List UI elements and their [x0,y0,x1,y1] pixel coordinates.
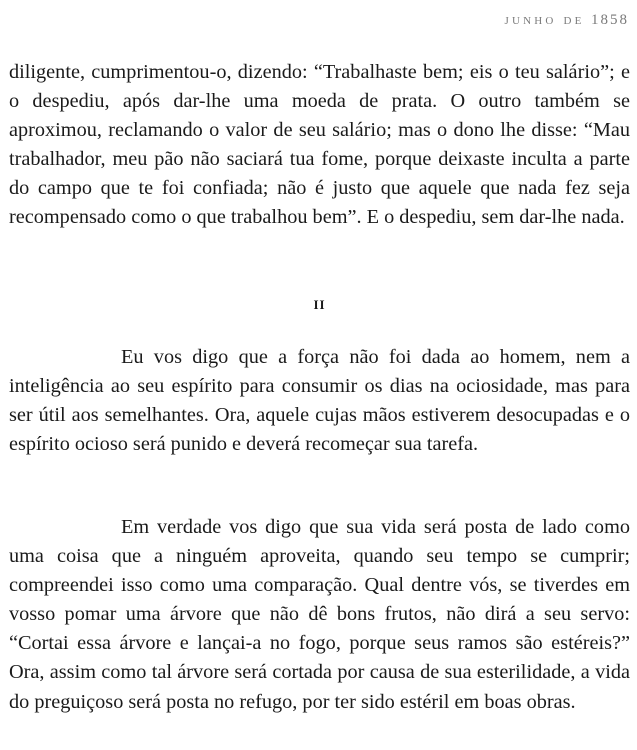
section-heading: II [313,297,326,312]
running-head [504,12,629,29]
running-head-year: 1858 [591,12,629,28]
section-heading-wrap [9,290,630,319]
second-paragraph: Eu vos digo que a força não foi dada ao homem, nem a inteligência ao seu espírito para consumir os dias na ociosidade, mas para ser útil aos semelhantes. Ora, aquele cujas mãos estiverem desocupadas e o espírito ocioso será punido e deverá recomeçar sua tarefa. [9,346,630,456]
page-body [9,58,630,713]
running-head-month: junho de [504,12,585,28]
third-paragraph: Em verdade vos digo que sua vida será posta de lado como uma coisa que a ninguém aproveita, quando seu tempo se cumprir; compreendei isso como uma comparação. Qual dentre vós, se tiverdes em vosso pomar uma árvore que não dê bons frutos, não dirá a seu servo: “Cortai essa árvore e lançai-a no fogo, porque seus ramos são estéreis?” Ora, assim como tal árvore será cortada por causa de sua esterilidade, a vida do preguiçoso será posta no refugo, por ter sido estéril em boas obras. [9,516,630,713]
continuation-paragraph: diligente, cumprimentou-o, dizendo: “Trabalhaste bem; eis o teu salário”; e o despediu, após dar-lhe uma moeda de prata. O outro também se aproximou, reclamando o valor de seu salário; mas o dono lhe disse: “Mau trabalhador, meu pão não saciará tua fome, porque deixaste inculta a parte do campo que te foi confiada; não é justo que aquele que nada fez seja recompensado como o que trabalhou bem”. E o despediu, sem dar-lhe nada. [9,61,630,229]
